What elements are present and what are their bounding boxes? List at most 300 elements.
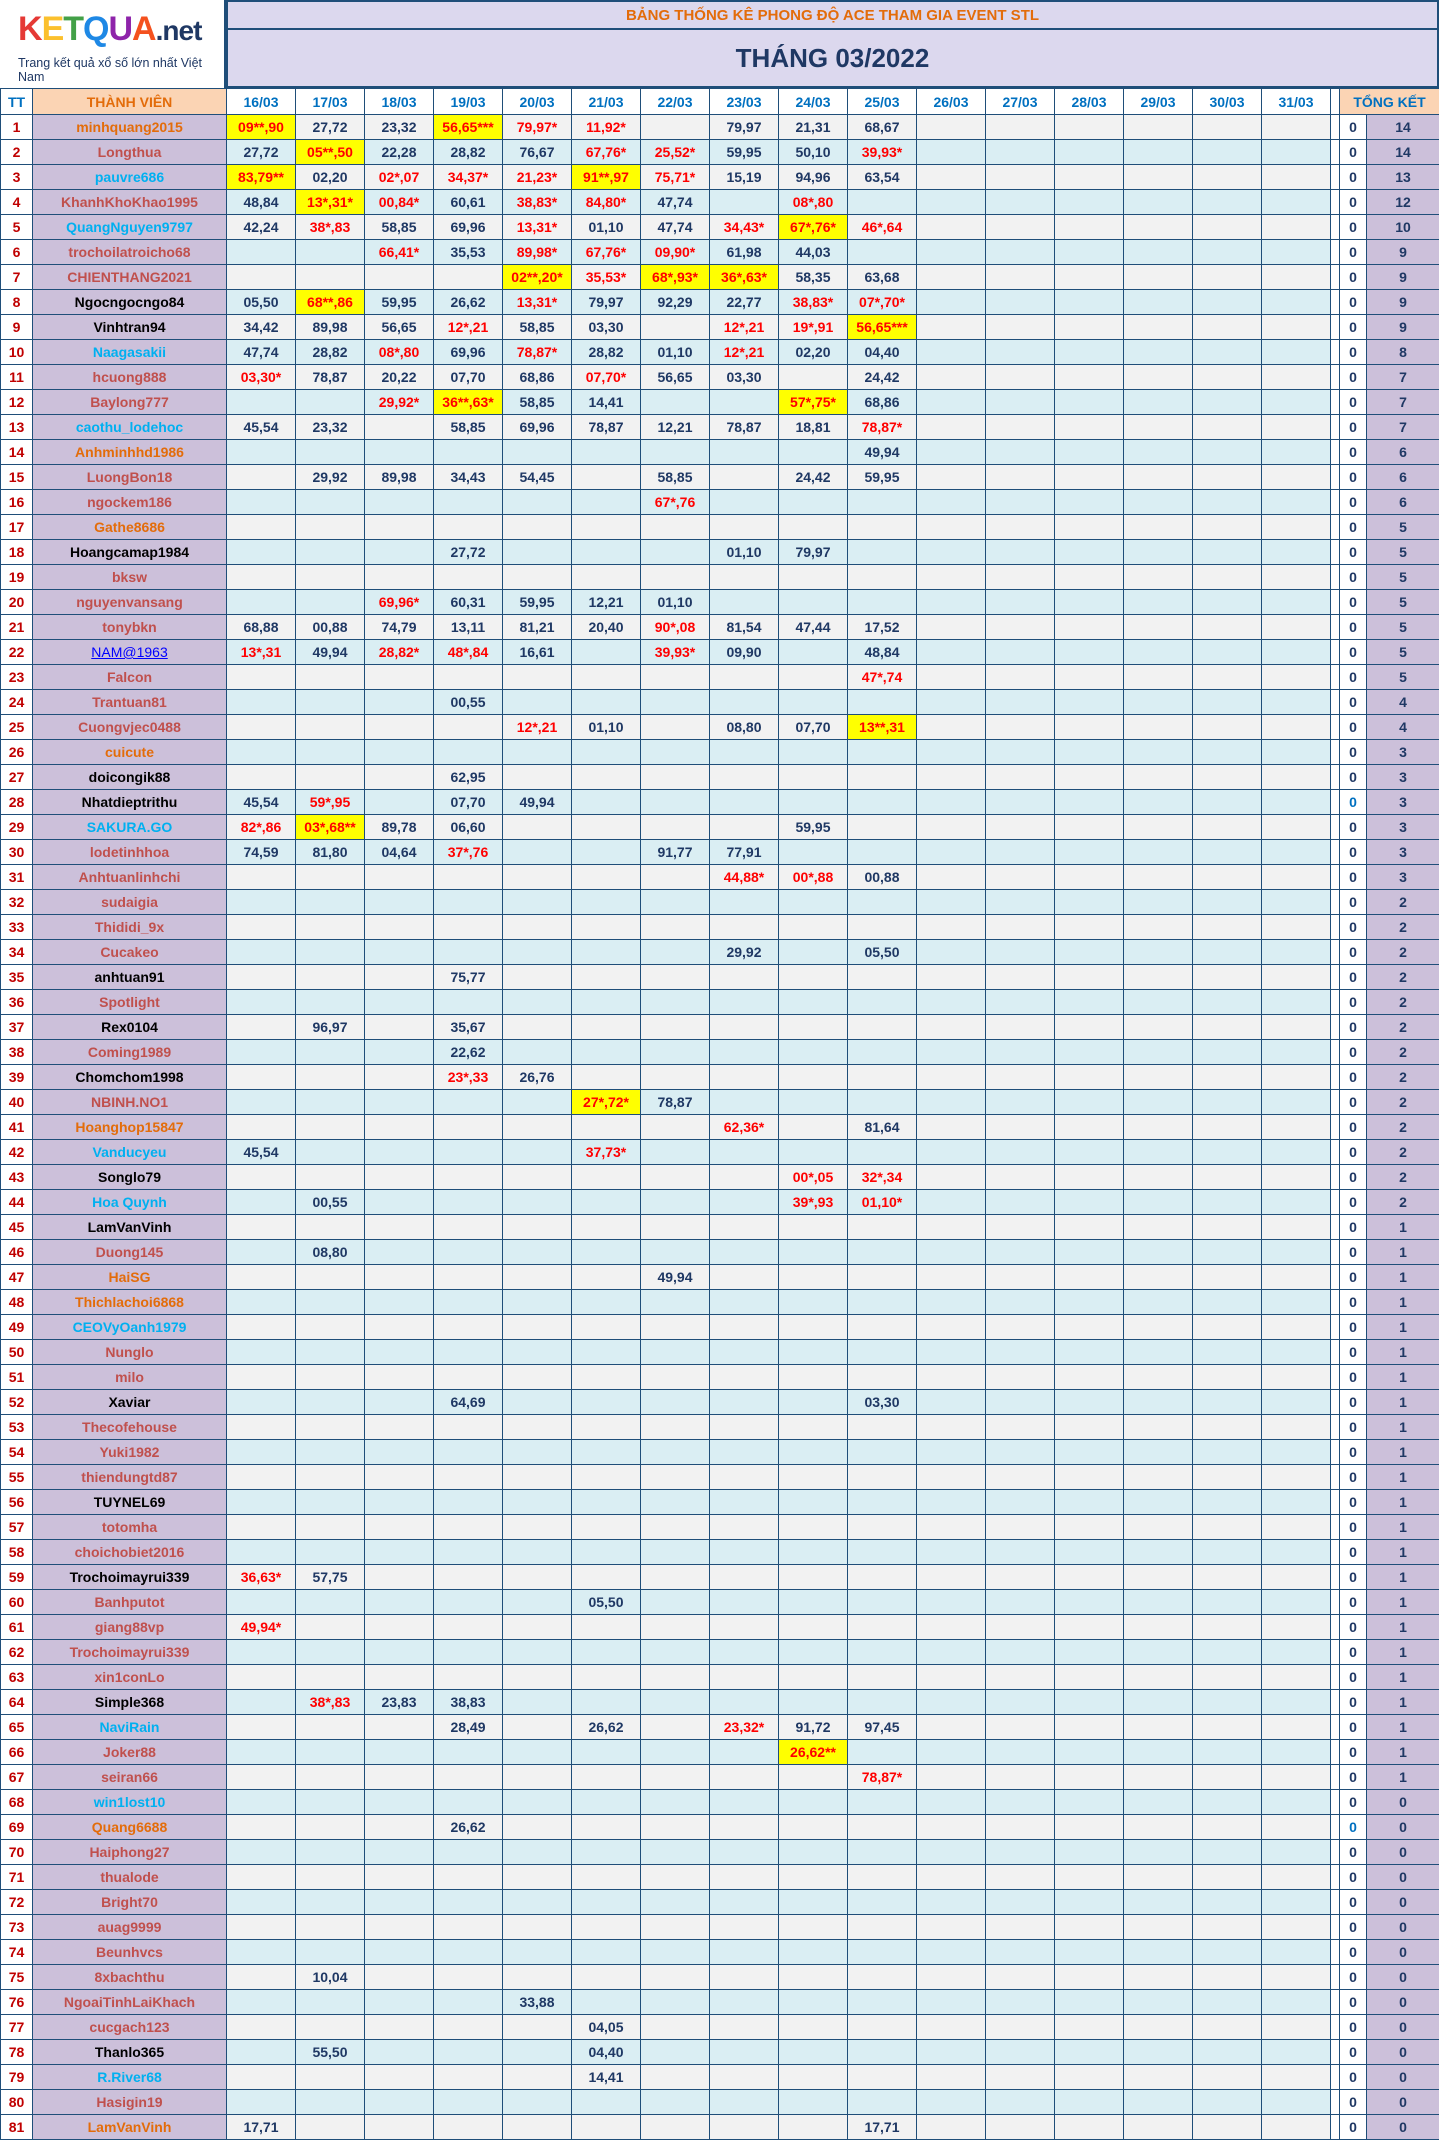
score-cell xyxy=(1193,840,1262,865)
score-value: 75,77 xyxy=(450,969,486,985)
score-cell xyxy=(710,965,779,990)
gap-cell xyxy=(1331,1940,1340,1965)
member-name: trochoilatroicho68 xyxy=(68,244,191,260)
score-cell xyxy=(503,715,572,740)
score-value: 23,32* xyxy=(723,1719,765,1735)
row-number: 55 xyxy=(1,1465,33,1490)
total-left: 0 xyxy=(1340,1815,1367,1840)
score-cell xyxy=(1055,1790,1124,1815)
row-number: 68 xyxy=(1,1790,33,1815)
score-cell xyxy=(365,1115,434,1140)
score-cell xyxy=(1262,1515,1331,1540)
score-cell xyxy=(986,590,1055,615)
score-cell xyxy=(503,815,572,840)
total-left: 0 xyxy=(1340,1740,1367,1765)
score-cell xyxy=(1262,115,1331,140)
gap-cell xyxy=(1331,2065,1340,2090)
member-name: Thichlachoi6868 xyxy=(75,1294,184,1310)
score-cell xyxy=(710,915,779,940)
total-left: 0 xyxy=(1340,990,1367,1015)
gap-cell xyxy=(1331,1240,1340,1265)
score-cell xyxy=(1262,1865,1331,1890)
score-cell xyxy=(986,1790,1055,1815)
score-cell xyxy=(296,1415,365,1440)
score-value: 08,80 xyxy=(726,719,762,735)
score-cell xyxy=(434,640,503,665)
score-cell xyxy=(986,1440,1055,1465)
score-cell xyxy=(641,490,710,515)
score-value: 79,97 xyxy=(795,544,831,560)
score-cell xyxy=(848,790,917,815)
score-cell xyxy=(641,1265,710,1290)
score-cell xyxy=(365,740,434,765)
score-cell xyxy=(710,565,779,590)
score-cell xyxy=(1193,1115,1262,1140)
score-value: 82*,86 xyxy=(240,819,282,835)
score-cell xyxy=(227,515,296,540)
score-cell xyxy=(848,815,917,840)
score-cell xyxy=(227,2115,296,2140)
score-cell xyxy=(917,1340,986,1365)
score-cell xyxy=(848,1840,917,1865)
total-count: 8 xyxy=(1367,340,1439,365)
score-cell xyxy=(917,215,986,240)
score-cell xyxy=(503,1240,572,1265)
score-cell xyxy=(365,1140,434,1165)
score-cell xyxy=(434,1540,503,1565)
member-cell xyxy=(33,1240,227,1265)
total-count: 7 xyxy=(1367,415,1439,440)
score-cell xyxy=(1193,990,1262,1015)
score-cell xyxy=(848,540,917,565)
score-value: 26,62 xyxy=(588,1719,624,1735)
table-row xyxy=(1,1740,1439,1765)
total-left: 0 xyxy=(1340,1715,1367,1740)
score-cell xyxy=(1055,1090,1124,1115)
table-row xyxy=(1,965,1439,990)
col-header-date: 27/03 xyxy=(986,89,1055,115)
score-cell xyxy=(572,365,641,390)
score-cell xyxy=(779,540,848,565)
score-cell xyxy=(434,315,503,340)
score-cell xyxy=(710,390,779,415)
score-cell xyxy=(365,315,434,340)
score-cell xyxy=(227,940,296,965)
score-cell xyxy=(1262,1890,1331,1915)
score-value: 01,10* xyxy=(861,1194,903,1210)
member-name: seiran66 xyxy=(101,1769,158,1785)
total-count: 0 xyxy=(1367,2040,1439,2065)
score-cell xyxy=(1055,240,1124,265)
score-cell xyxy=(227,440,296,465)
score-cell xyxy=(710,1565,779,1590)
score-cell xyxy=(503,340,572,365)
score-cell xyxy=(503,1865,572,1890)
score-cell xyxy=(296,1890,365,1915)
score-cell xyxy=(365,1765,434,1790)
score-cell xyxy=(1124,1715,1193,1740)
score-cell xyxy=(227,1790,296,1815)
score-value: 38,83* xyxy=(516,194,558,210)
score-value: 39*,93 xyxy=(792,1194,834,1210)
total-left: 0 xyxy=(1340,2090,1367,2115)
score-cell xyxy=(572,1990,641,2015)
score-cell xyxy=(917,540,986,565)
member-name: KhanhKhoKhao1995 xyxy=(61,194,198,210)
member-name: Trantuan81 xyxy=(92,694,167,710)
score-value: 28,49 xyxy=(450,1719,486,1735)
score-cell xyxy=(227,1015,296,1040)
score-value: 89,78 xyxy=(381,819,417,835)
total-left: 0 xyxy=(1340,165,1367,190)
score-cell xyxy=(227,1315,296,1340)
score-cell xyxy=(365,240,434,265)
score-cell xyxy=(848,1640,917,1665)
score-cell xyxy=(1262,1415,1331,1440)
score-cell xyxy=(572,515,641,540)
score-cell xyxy=(641,615,710,640)
score-cell xyxy=(1193,1490,1262,1515)
score-cell xyxy=(572,1140,641,1165)
score-cell xyxy=(227,1640,296,1665)
row-number: 78 xyxy=(1,2040,33,2065)
score-cell xyxy=(434,1515,503,1540)
score-cell xyxy=(917,415,986,440)
logo-tagline: Trang kết quả xổ số lớn nhất Việt Nam xyxy=(18,56,203,84)
total-left: 0 xyxy=(1340,1390,1367,1415)
score-cell xyxy=(710,2040,779,2065)
score-cell xyxy=(503,1315,572,1340)
score-cell xyxy=(641,765,710,790)
score-cell xyxy=(1055,1890,1124,1915)
score-cell xyxy=(1124,315,1193,340)
total-left: 0 xyxy=(1340,1890,1367,1915)
total-left: 0 xyxy=(1340,565,1367,590)
score-cell xyxy=(1193,1215,1262,1240)
score-cell xyxy=(296,1965,365,1990)
score-cell xyxy=(227,965,296,990)
score-cell xyxy=(779,1090,848,1115)
member-cell xyxy=(33,515,227,540)
total-count: 10 xyxy=(1367,215,1439,240)
score-value: 58,85 xyxy=(657,469,693,485)
total-count: 2 xyxy=(1367,1015,1439,1040)
table-row xyxy=(1,1015,1439,1040)
score-cell xyxy=(296,2090,365,2115)
score-cell xyxy=(503,1615,572,1640)
score-cell xyxy=(503,940,572,965)
score-cell xyxy=(641,1440,710,1465)
score-cell xyxy=(917,1190,986,1215)
score-cell xyxy=(434,1990,503,2015)
score-cell xyxy=(503,1040,572,1065)
score-cell xyxy=(710,365,779,390)
score-cell xyxy=(710,2065,779,2090)
score-cell xyxy=(572,315,641,340)
score-cell xyxy=(434,765,503,790)
score-cell xyxy=(227,315,296,340)
score-cell xyxy=(434,1740,503,1765)
score-cell xyxy=(848,1615,917,1640)
score-cell xyxy=(1124,1040,1193,1065)
score-cell xyxy=(296,1865,365,1890)
score-cell xyxy=(1262,665,1331,690)
score-cell xyxy=(296,1190,365,1215)
score-cell xyxy=(1055,1015,1124,1040)
score-cell xyxy=(1262,1915,1331,1940)
score-cell xyxy=(779,1640,848,1665)
score-cell xyxy=(779,1115,848,1140)
row-number: 32 xyxy=(1,890,33,915)
score-cell xyxy=(848,1665,917,1690)
score-cell xyxy=(503,2015,572,2040)
score-cell xyxy=(641,265,710,290)
score-cell xyxy=(917,165,986,190)
score-cell xyxy=(848,1115,917,1140)
score-cell xyxy=(1193,490,1262,515)
total-left: 0 xyxy=(1340,1365,1367,1390)
score-value: 04,64 xyxy=(381,844,417,860)
total-left: 0 xyxy=(1340,1315,1367,1340)
score-cell xyxy=(641,1565,710,1590)
score-cell xyxy=(710,465,779,490)
col-header-date: 16/03 xyxy=(227,89,296,115)
score-cell xyxy=(1193,2090,1262,2115)
score-cell xyxy=(227,290,296,315)
col-header-date: 21/03 xyxy=(572,89,641,115)
score-value: 00*,05 xyxy=(792,1169,834,1185)
score-value: 00,55 xyxy=(450,694,486,710)
score-value: 75,71* xyxy=(654,169,696,185)
total-left: 0 xyxy=(1340,1665,1367,1690)
total-left: 0 xyxy=(1340,890,1367,915)
score-value: 63,54 xyxy=(864,169,900,185)
score-value: 06,60 xyxy=(450,819,486,835)
member-cell xyxy=(33,690,227,715)
score-cell xyxy=(710,2015,779,2040)
score-cell xyxy=(503,1390,572,1415)
score-cell xyxy=(296,1090,365,1115)
score-cell xyxy=(1055,1540,1124,1565)
row-number: 15 xyxy=(1,465,33,490)
score-cell xyxy=(986,1665,1055,1690)
score-value: 12,21 xyxy=(657,419,693,435)
total-left: 0 xyxy=(1340,1115,1367,1140)
table-row xyxy=(1,140,1439,165)
score-cell xyxy=(848,365,917,390)
member-name[interactable]: NAM@1963 xyxy=(91,644,168,660)
total-count: 1 xyxy=(1367,1765,1439,1790)
member-name: Nunglo xyxy=(105,1344,154,1360)
row-number: 10 xyxy=(1,340,33,365)
score-cell xyxy=(986,1940,1055,1965)
score-cell xyxy=(365,865,434,890)
score-cell xyxy=(572,1590,641,1615)
gap-cell xyxy=(1331,1765,1340,1790)
score-cell xyxy=(641,1765,710,1790)
score-cell xyxy=(365,1590,434,1615)
score-cell xyxy=(1193,240,1262,265)
score-value: 05,50 xyxy=(243,294,279,310)
score-cell xyxy=(296,840,365,865)
score-value: 29,92 xyxy=(726,944,762,960)
score-cell xyxy=(1124,1815,1193,1840)
gap-cell xyxy=(1331,415,1340,440)
score-cell xyxy=(434,715,503,740)
score-cell xyxy=(917,1090,986,1115)
member-cell xyxy=(33,2065,227,2090)
score-cell xyxy=(434,990,503,1015)
score-cell xyxy=(1193,615,1262,640)
score-value: 48*,84 xyxy=(447,644,489,660)
score-cell xyxy=(296,1365,365,1390)
score-cell xyxy=(779,1340,848,1365)
member-name: Hoangcamap1984 xyxy=(69,544,190,560)
score-cell xyxy=(572,815,641,840)
score-cell xyxy=(710,1615,779,1640)
score-cell xyxy=(779,915,848,940)
score-cell xyxy=(779,1015,848,1040)
member-cell xyxy=(33,365,227,390)
score-cell xyxy=(365,590,434,615)
score-cell xyxy=(1262,990,1331,1015)
score-cell xyxy=(227,1440,296,1465)
score-cell xyxy=(641,1190,710,1215)
member-name: Cuongvjec0488 xyxy=(78,719,181,735)
score-value: 17,52 xyxy=(864,619,900,635)
score-cell xyxy=(227,740,296,765)
total-left: 0 xyxy=(1340,815,1367,840)
score-cell xyxy=(986,615,1055,640)
score-cell xyxy=(503,915,572,940)
score-cell xyxy=(710,1540,779,1565)
score-value: 34,43* xyxy=(723,219,765,235)
score-cell xyxy=(227,865,296,890)
score-cell xyxy=(1055,715,1124,740)
member-cell xyxy=(33,440,227,465)
score-cell xyxy=(1124,1865,1193,1890)
score-cell xyxy=(1262,1715,1331,1740)
score-cell xyxy=(365,1290,434,1315)
score-cell xyxy=(986,1490,1055,1515)
score-cell xyxy=(1055,990,1124,1015)
score-cell xyxy=(986,2090,1055,2115)
member-cell xyxy=(33,240,227,265)
score-cell xyxy=(848,1365,917,1390)
score-cell xyxy=(986,1915,1055,1940)
score-cell xyxy=(710,490,779,515)
score-cell xyxy=(641,640,710,665)
score-cell xyxy=(848,565,917,590)
score-cell xyxy=(1055,515,1124,540)
score-cell xyxy=(503,1640,572,1665)
score-value: 32*,34 xyxy=(861,1169,903,1185)
score-cell xyxy=(1262,815,1331,840)
member-name: minhquang2015 xyxy=(76,119,183,135)
ketqua-logo[interactable] xyxy=(0,0,226,88)
score-cell xyxy=(848,865,917,890)
score-cell xyxy=(779,2090,848,2115)
score-cell xyxy=(779,715,848,740)
member-cell xyxy=(33,940,227,965)
score-cell xyxy=(296,290,365,315)
member-cell xyxy=(33,1765,227,1790)
score-cell xyxy=(1262,190,1331,215)
score-cell xyxy=(227,1465,296,1490)
member-name: ngockem186 xyxy=(87,494,172,510)
total-left: 0 xyxy=(1340,1065,1367,1090)
score-cell xyxy=(296,165,365,190)
score-cell xyxy=(1262,1590,1331,1615)
score-cell xyxy=(1124,740,1193,765)
score-cell xyxy=(296,190,365,215)
total-left: 0 xyxy=(1340,540,1367,565)
score-cell xyxy=(296,465,365,490)
score-cell xyxy=(1262,340,1331,365)
total-left: 0 xyxy=(1340,840,1367,865)
score-cell xyxy=(1262,590,1331,615)
score-cell xyxy=(1262,1140,1331,1165)
table-row xyxy=(1,1715,1439,1740)
score-cell xyxy=(1262,615,1331,640)
score-cell xyxy=(1193,715,1262,740)
score-cell xyxy=(1262,1190,1331,1215)
score-cell xyxy=(296,690,365,715)
score-cell xyxy=(572,1615,641,1640)
table-row xyxy=(1,990,1439,1015)
score-cell xyxy=(296,1265,365,1290)
score-cell xyxy=(1193,2065,1262,2090)
score-value: 21,23* xyxy=(516,169,558,185)
score-cell xyxy=(641,1665,710,1690)
score-cell xyxy=(986,1240,1055,1265)
score-cell xyxy=(917,515,986,540)
member-name: Trochoimayrui339 xyxy=(69,1644,190,1660)
member-name: Cucakeo xyxy=(100,944,159,960)
row-number: 76 xyxy=(1,1990,33,2015)
score-cell xyxy=(848,990,917,1015)
score-value: 26,62 xyxy=(450,1819,486,1835)
score-value: 11,92* xyxy=(586,119,626,135)
score-cell xyxy=(296,1290,365,1315)
score-cell xyxy=(641,715,710,740)
total-left: 0 xyxy=(1340,1965,1367,1990)
score-cell xyxy=(1124,465,1193,490)
gap-cell xyxy=(1331,1815,1340,1840)
score-value: 49,94* xyxy=(240,1619,282,1635)
table-row xyxy=(1,315,1439,340)
score-cell xyxy=(434,215,503,240)
score-cell xyxy=(779,515,848,540)
score-value: 48,84 xyxy=(243,194,279,210)
score-cell xyxy=(710,1065,779,1090)
gap-cell xyxy=(1331,1290,1340,1315)
score-cell xyxy=(1055,1315,1124,1340)
score-cell xyxy=(1262,165,1331,190)
score-cell xyxy=(1055,1465,1124,1490)
score-cell xyxy=(848,940,917,965)
score-cell xyxy=(1124,1690,1193,1715)
score-value: 05**,50 xyxy=(307,144,353,160)
score-cell xyxy=(434,615,503,640)
score-cell xyxy=(434,1940,503,1965)
score-cell xyxy=(848,1190,917,1215)
score-cell xyxy=(1055,2065,1124,2090)
score-cell xyxy=(503,1440,572,1465)
score-cell xyxy=(986,640,1055,665)
score-cell xyxy=(986,515,1055,540)
member-cell xyxy=(33,1015,227,1040)
